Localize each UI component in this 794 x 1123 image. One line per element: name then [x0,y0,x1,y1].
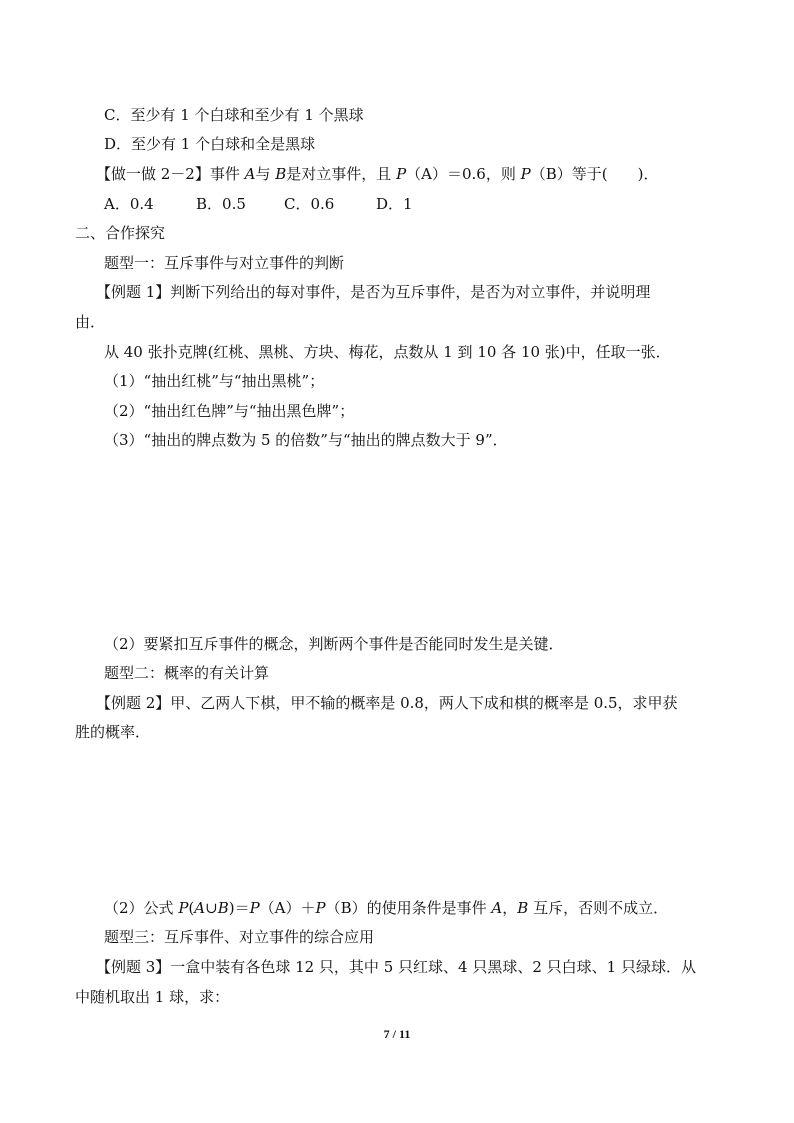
math-var: B [275,165,287,183]
math-var: P [520,165,531,183]
exercise-text: 与 [255,165,276,183]
exercise-2-2 [96,164,658,184]
example-3-line-1: 【例题 3】一盒中装有各色球 12 只，其中 5 只红球、4 只黑球、2 只白球、1 只绿球．从 [96,958,696,976]
exercise-text: 【做一做 2－2】事件 [96,165,245,183]
option-c-short: C．0.6 [284,195,335,213]
topic-heading-2: 题型二：概率的有关计算 [104,664,270,682]
note-text: ， [502,899,518,917]
example-3-line-2: 中随机取出 1 球，求： [75,988,230,1006]
example-1-line-1: 【例题 1】判断下列给出的每对事件，是否为互斥事件，是否为对立事件，并说明理 [96,283,651,301]
example-1-line-2: 由． [75,313,106,331]
section-heading: 二、合作探究 [75,224,166,242]
note-text: 互斥，否则不成立． [528,899,669,917]
math-var: A [491,899,503,917]
note-text: （2）公式 [104,899,179,917]
note-text: （A）＋ [259,899,316,917]
example-1-item-3: （3）“抽出的牌点数为 5 的倍数”与“抽出的牌点数大于 9”． [104,431,508,449]
exercise-text: （B）等于( )． [530,165,659,183]
exercise-text: 是对立事件，且 [286,165,397,183]
topic-heading-1: 题型一：互斥事件与对立事件的判断 [104,254,345,272]
page-number: 7 / 11 [383,1027,411,1041]
topic-heading-3: 题型三：互斥事件、对立事件的综合应用 [104,928,375,946]
example-1-item-1: （1）“抽出红桃”与“抽出黑桃”； [104,372,325,390]
math-var: P [396,165,407,183]
math-var: P [249,899,260,917]
note-text: （B）的使用条件是事件 [325,899,492,917]
math-var: P [315,899,326,917]
note-2 [104,898,668,918]
math-symbol: ∪ [205,899,218,917]
exercise-text: （A）＝0.6，则 [406,165,521,183]
option-b: B．0.5 [196,195,246,213]
example-2-line-2: 胜的概率． [75,723,151,741]
math-var: P [178,899,189,917]
example-1-item-2: （2）“抽出红色牌”与“抽出黑色牌”； [104,402,355,420]
option-c: C．至少有 1 个白球和至少有 1 个黑球 [104,106,364,124]
option-a: A．0.4 [104,195,154,213]
example-1-context: 从 40 张扑克牌(红桃、黑桃、方块、梅花，点数从 1 到 10 各 10 张)中，任取一张． [104,343,671,361]
example-2-line-1: 【例题 2】甲、乙两人下棋，甲不输的概率是 0.8，两人下成和棋的概率是 0.5，求甲获 [96,694,678,712]
math-var: B [517,899,529,917]
option-d-short: D．1 [376,195,413,213]
math-var: B [217,899,229,917]
note-text: ( [188,899,195,917]
note-text: )＝ [228,899,250,917]
math-var: A [244,165,256,183]
option-d: D．至少有 1 个白球和全是黑球 [104,135,316,153]
answer-options [104,194,424,214]
math-var: A [194,899,206,917]
note-1: （2）要紧扣互斥事件的概念，判断两个事件是否能同时发生是关键． [104,635,564,653]
